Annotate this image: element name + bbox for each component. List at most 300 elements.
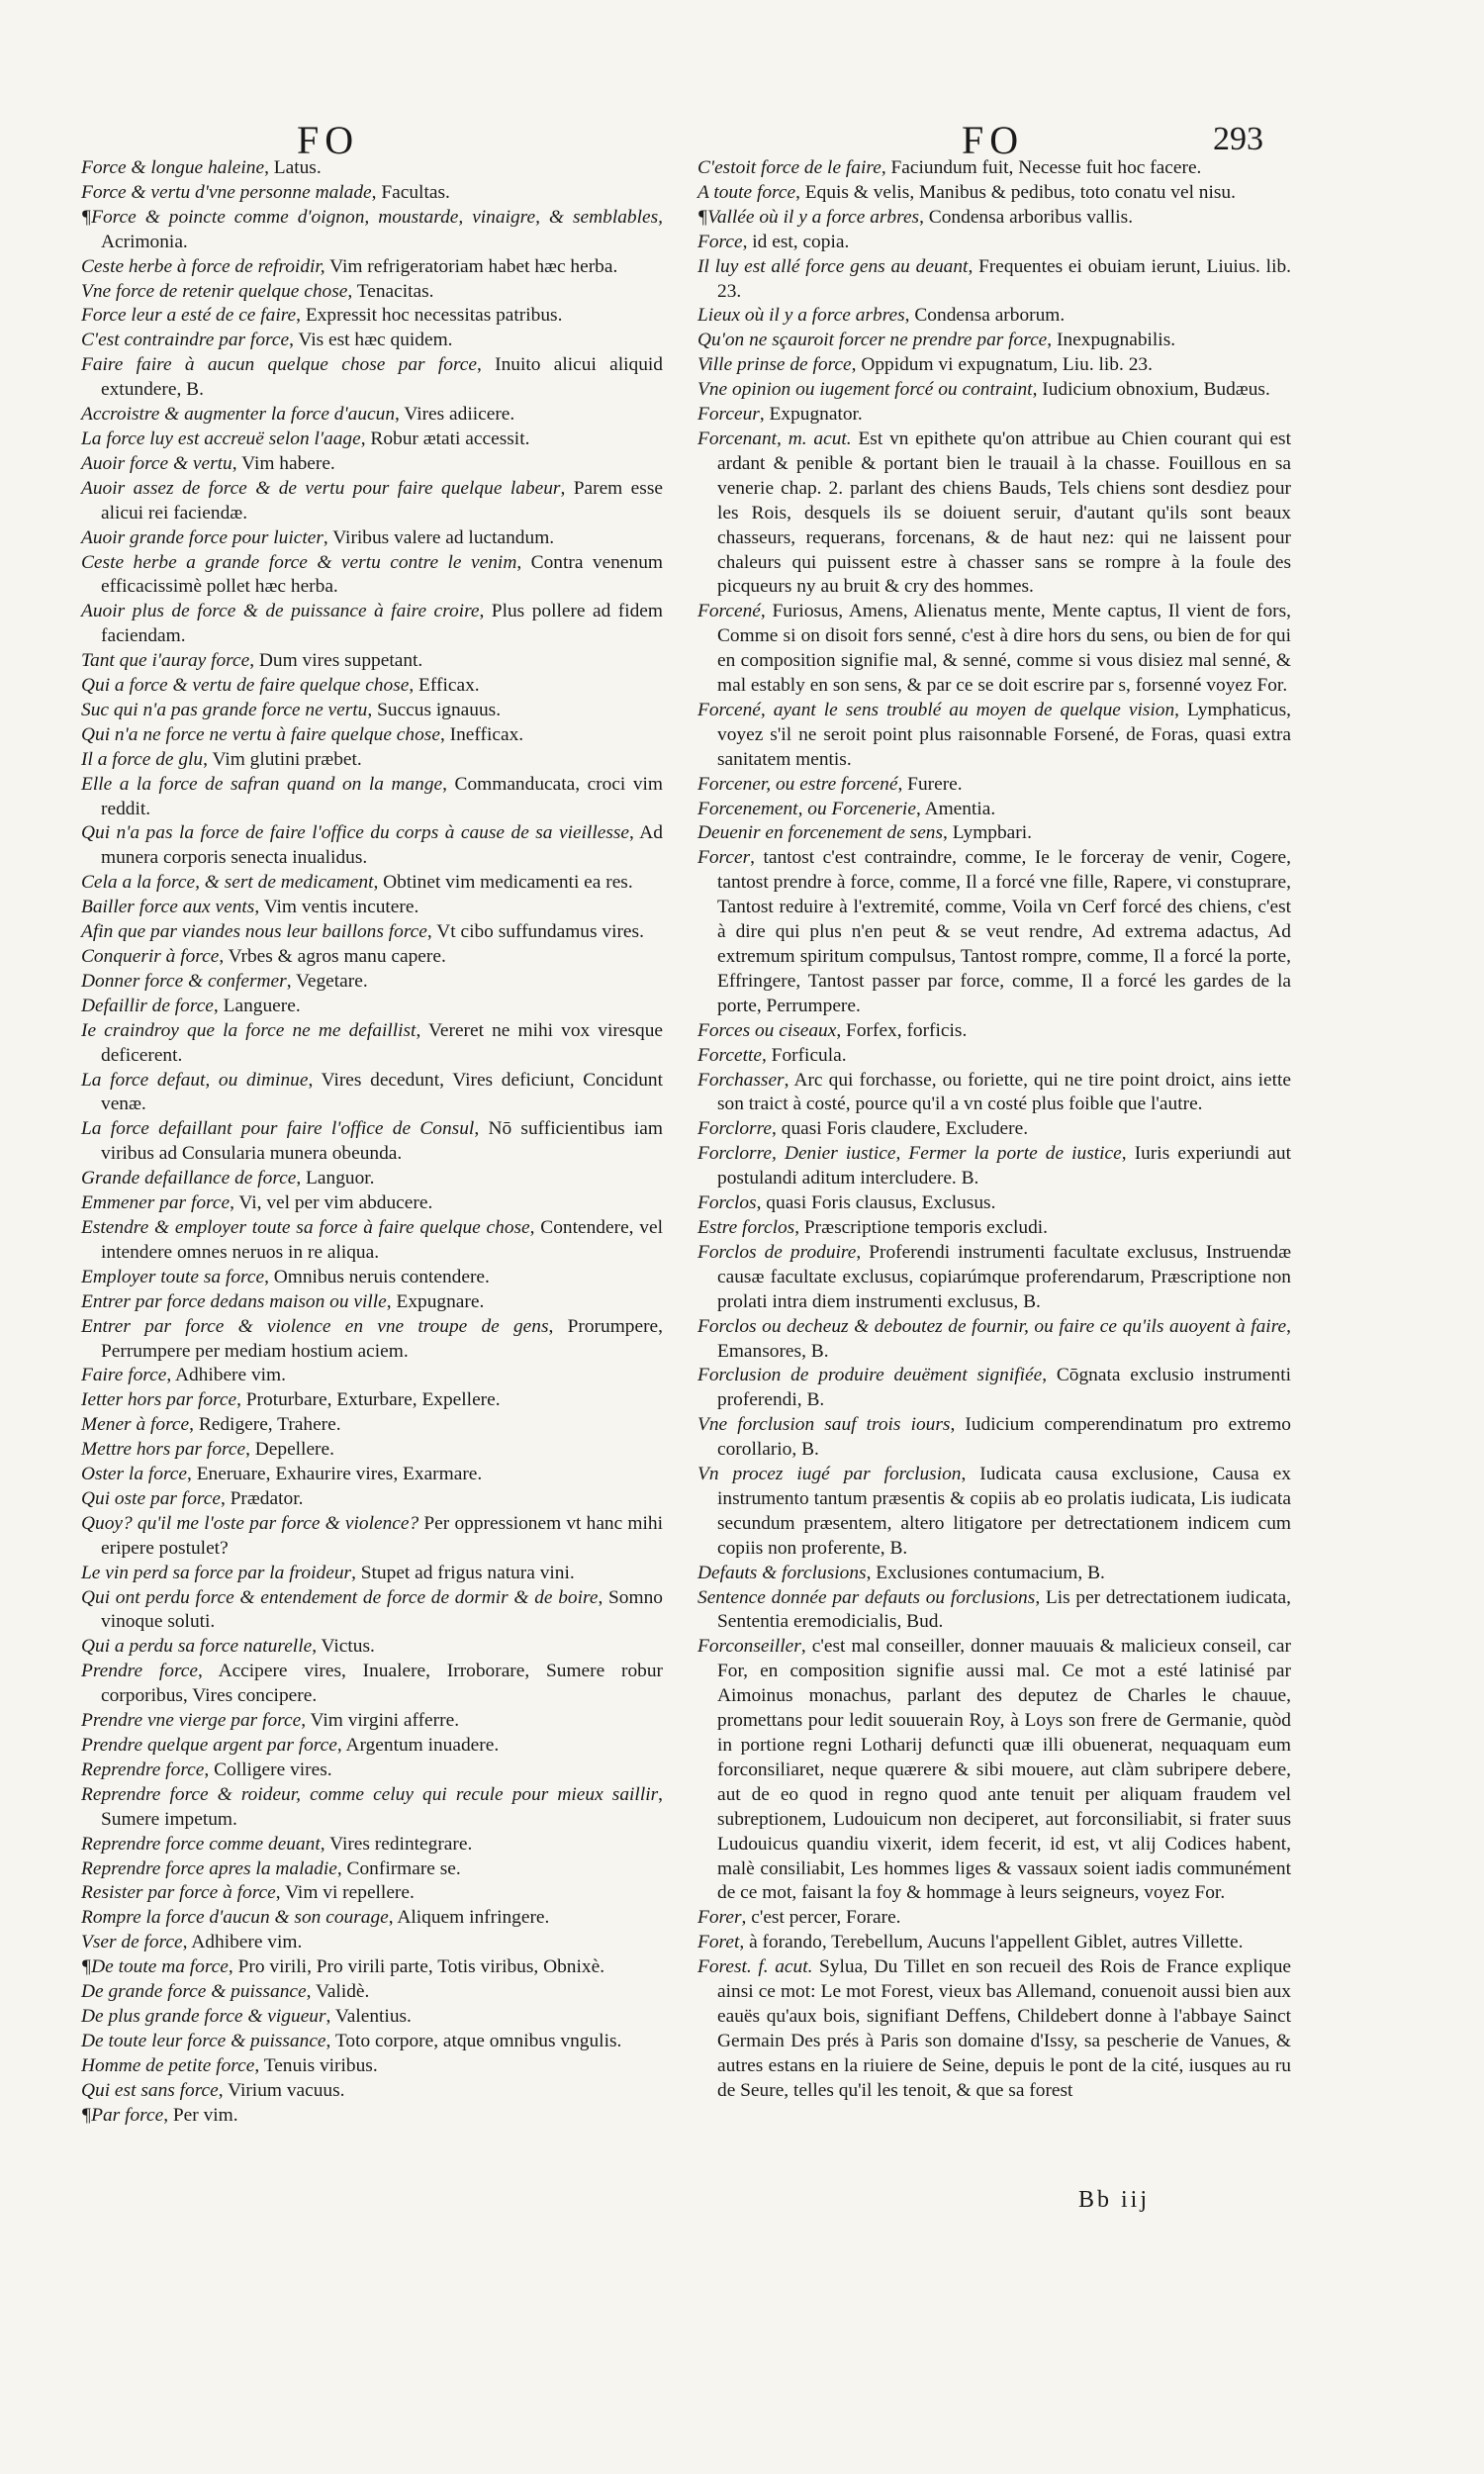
dictionary-entry [81,1315,663,1365]
entry-headword: Ville prinse de force [697,354,852,376]
entry-translation: , Dum vires suppetant. [249,650,423,672]
dictionary-entry [697,231,1291,255]
dictionary-entry [81,970,663,995]
entry-translation: , Argentum inuadere. [336,1735,500,1756]
dictionary-entry [81,1709,663,1734]
dictionary-entry [81,526,663,551]
entry-headword: Forconseiller [697,1636,801,1658]
dictionary-entry [81,995,663,1019]
dictionary-entry [81,1191,663,1216]
entry-translation: , Emansores, B. [717,1315,1291,1362]
entry-translation: , Aliquem infringere. [388,1907,550,1929]
dictionary-entry [81,353,663,403]
entry-translation: , Virium vacuus. [218,2079,345,2101]
entry-translation: , Sumere impetum. [101,1783,663,1830]
entry-headword: Estre forclos [697,1216,795,1238]
dictionary-entry [81,748,663,773]
dictionary-entry [81,821,663,871]
dictionary-entry [81,1266,663,1290]
dictionary-entry [81,1833,663,1857]
entry-headword: Reprendre force [81,1759,205,1780]
dictionary-entry [697,773,1291,798]
dictionary-entry [697,1364,1291,1413]
entry-headword: Cela a la force, & sert de medicament [81,872,374,894]
dictionary-entry [697,1191,1291,1216]
entry-headword: Employer toute sa force [81,1266,265,1287]
dictionary-entry [81,1487,663,1512]
dictionary-entry [697,1635,1291,1906]
entry-headword: A toute force [697,181,796,203]
entry-translation: , Redigere, Trahere. [189,1414,341,1436]
entry-translation: , Furiosus, Amens, Alienatus mente, Mente captus, Il vient de fors, Comme si on disoit fors senné, c'est à dire hors du sens, ou bien de for qui en composition signifie mal, & senné, comme si vous disiez mal senné, & mal estably en son sens, & par ce se doit escrire par s, forsenné voyez For. [717,601,1291,697]
entry-headword: Force & longue haleine [81,157,265,178]
entry-translation: , Amentia. [915,798,996,819]
dictionary-entry [81,2104,663,2129]
entry-headword: Faire faire à aucun quelque chose par force [81,354,478,376]
dictionary-entry [81,1216,663,1266]
dictionary-entry [81,1562,663,1586]
dictionary-entry [81,1512,663,1562]
dictionary-entry [81,1069,663,1118]
dictionary-entry [81,1364,663,1388]
entry-headword: Reprendre force apres la maladie [81,1857,337,1879]
entry-translation: , Vires adiicere. [395,404,515,426]
entry-headword: Bailler force aux vents [81,897,255,918]
entry-translation: , Iudicata causa exclusione, Causa ex instrumento tantum præsentis & copiis ab eo prolatis iudicata, Lis iudicata secundum præsentem, altero litigatore per detrectationem indicem cum copiis non proferente, B. [717,1464,1291,1559]
entry-translation: , Colligere vires. [204,1759,332,1780]
entry-headword: Qui n'a pas la force de faire l'office du corps à cause de sa vieillesse [81,822,630,844]
entry-translation: , Equis & velis, Manibus & pedibus, toto conatu vel nisu. [795,181,1236,203]
dictionary-entry [697,821,1291,846]
entry-headword: Il a force de glu [81,748,204,770]
entry-translation: , Tenuis viribus. [254,2054,378,2076]
entry-headword: Force leur a esté de ce faire [81,305,297,327]
entry-translation: , Adhibere vim. [182,1932,303,1953]
entry-translation: , Plus pollere ad fidem faciendam. [101,601,663,647]
entry-headword: Tant que i'auray force [81,650,250,672]
entry-translation: , Vires redintegrare. [320,1833,473,1855]
entry-headword: Forcenant, m. acut. [697,428,852,449]
dictionary-entry [697,1906,1291,1931]
entry-headword: Foret [697,1932,740,1953]
dictionary-entry [81,181,663,206]
dictionary-entry [81,1931,663,1955]
dictionary-entry [697,156,1291,181]
dictionary-entry [697,1044,1291,1069]
entry-translation: , Latus. [264,157,322,178]
dictionary-entry [81,699,663,723]
entry-headword: Resister par force à force [81,1882,276,1904]
entry-translation: , c'est percer, Forare. [741,1907,901,1929]
entry-translation: , Forficula. [761,1044,847,1066]
entry-headword: Forclusion de produire deuëment signifiée [697,1365,1043,1386]
dictionary-entry [697,1019,1291,1044]
entry-headword: ¶Par force [81,2104,164,2126]
entry-translation: , Vim virgini afferre. [301,1710,460,1732]
running-head-right: FO [962,118,1025,162]
dictionary-entry [81,280,663,305]
entry-translation: , Obtinet vim medicamenti ea res. [373,872,633,894]
entry-headword: Auoir assez de force & de vertu pour faire quelque labeur [81,477,561,499]
entry-translation: , Depellere. [245,1439,334,1461]
entry-headword: Auoir grande force pour luicter [81,526,324,548]
entry-translation: , Vim vi repellere. [275,1882,415,1904]
entry-translation: , Furere. [897,773,963,795]
entry-translation: , Proturbare, Exturbare, Expellere. [236,1389,501,1411]
entry-translation: , Vim glutini præbet. [203,748,362,770]
dictionary-entry [697,353,1291,378]
entry-headword: Oster la force [81,1464,187,1485]
entry-headword: Auoir plus de force & de puissance à faire croire [81,601,480,622]
dictionary-entry [81,723,663,748]
entry-translation: , Omnibus neruis contendere. [264,1266,490,1287]
entry-translation: , Condensa arboribus vallis. [919,206,1134,228]
dictionary-entry [81,2079,663,2104]
running-head-left: FO [297,118,360,162]
dictionary-entry [81,255,663,280]
entry-headword: Forchasser [697,1069,785,1091]
entry-headword: Grande defaillance de force [81,1168,297,1189]
entry-headword: Accroistre & augmenter la force d'aucun [81,404,396,426]
entry-headword: De grande force & puissance [81,1981,307,2003]
entry-translation: , Inefficax. [439,723,524,745]
dictionary-entry [81,452,663,477]
entry-translation: , quasi Foris clausus, Exclusus. [756,1192,996,1214]
entry-translation: , Accipere vires, Inualere, Irroborare, Sumere robur corporibus, Vires concipere. [101,1661,663,1707]
entry-headword: Qui n'a ne force ne vertu à faire quelque chose [81,723,440,745]
dictionary-entry [81,1167,663,1191]
entry-translation: , c'est mal conseiller, donner mauuais & malicieux conseil, car For, en composition signifie aussi mal. Ce mot a esté latinisé par Aimoinus monachus, parlant des deputez de Charles le chauue, promettans pour ledit souuerain Roy, à Loys son frere de Germanie, quòd in portione regni Lotharij defuncti quæ illi obuenerat, nequaquam eum forconsiliaret, neque quærere & sibi mouere, aut clàm subripere debere, aut de eo quod in regno quod ante tenuit per aliquam fraudem vel subreptionem, Ludouicum non deciperet, aut forconsiliabit, si frater suus Ludouicus quandiu vixerit, idem fecerit, id est, vt alij Codices habent, malè consiliabit, Les hommes liges & vassaux soient iadis communément de ce mot, faisant la foy & hommage à leurs seigneurs, voyez For. [717,1636,1291,1904]
entry-headword: Forest. f. acut. [697,1956,813,1978]
entry-translation: , Validè. [306,1981,370,2003]
dictionary-entry [81,600,663,649]
entry-translation: , Iudicium comperendinatum pro extremo corollario, B. [717,1414,1291,1461]
dictionary-entry [81,1388,663,1413]
dictionary-entry [81,920,663,945]
entry-translation: , Efficax. [409,675,480,697]
entry-headword: Forclos ou decheuz & deboutez de fournir, ou faire ce qu'ils auoyent à faire [697,1315,1287,1337]
entry-translation: , quasi Foris claudere, Excludere. [772,1118,1029,1140]
entry-translation: , Tenacitas. [347,280,434,302]
entry-headword: Force & vertu d'vne personne malade [81,181,372,203]
entry-headword: Vne opinion ou iugement forcé ou contraint [697,379,1033,401]
entry-translation: , Lymphaticus, voyez s'il ne seroit point plus raisonnable Forsené, de Foras, quasi extra sanitatem mentis. [717,699,1292,770]
dictionary-entry [81,206,663,255]
entry-headword: Quoy? qu'il me l'oste par force & violence? [81,1512,419,1534]
entry-headword: Mettre hors par force [81,1439,246,1461]
entry-translation: , Nō sufficientibus iam viribus ad Consularia munera obeunda. [101,1118,663,1165]
entry-headword: Forclos de produire [697,1241,857,1263]
entry-headword: Vn procez iugé par forclusion [697,1464,962,1485]
entry-headword: Forcette [697,1044,762,1066]
dictionary-entry [81,1019,663,1069]
entry-headword: De plus grande force & vigueur [81,2005,326,2027]
dictionary-entry [697,255,1291,305]
entry-headword: Elle a la force de safran quand on la mange [81,773,443,795]
entry-headword: Entrer par force & violence en vne troupe de gens [81,1315,549,1337]
entry-headword: Le vin perd sa force par la froideur [81,1562,352,1583]
dictionary-entry [81,1413,663,1438]
entry-headword: Homme de petite force [81,2054,255,2076]
entry-headword: Defauts & forclusions [697,1562,867,1583]
entry-translation: , Inexpugnabilis. [1047,330,1176,351]
entry-headword: Entrer par force dedans maison ou ville [81,1290,387,1312]
dictionary-entry [697,1955,1291,2103]
entry-translation: , Adhibere vim. [166,1365,286,1386]
entry-translation: , Vis est hæc quidem. [289,330,453,351]
entry-headword: Qui oste par force [81,1487,221,1509]
dictionary-entry [697,428,1291,600]
dictionary-entry [81,871,663,896]
dictionary-entry [697,1069,1291,1118]
entry-headword: ¶Force & poincte comme d'oignon, moustarde, vinaigre, & semblables, [81,206,663,228]
dictionary-entry [697,846,1291,1018]
dictionary-entry [81,1660,663,1709]
entry-translation: , Frequentes ei obuiam ierunt, Liuius. lib. 23. [717,255,1291,302]
entry-translation: , Iudicium obnoxium, Budæus. [1032,379,1270,401]
entry-translation: , Vi, vel per vim abducere. [230,1192,433,1214]
dictionary-entry [697,600,1291,699]
entry-headword: Vne forclusion sauf trois iours [697,1414,951,1436]
entry-translation: , Confirmare se. [336,1857,461,1879]
page-number: 293 [1213,121,1263,157]
dictionary-entry [81,1980,663,2005]
entry-headword: Forcené, ayant le sens troublé au moyen de quelque vision [697,699,1175,720]
dictionary-entry [81,1857,663,1882]
dictionary-entry [81,403,663,428]
dictionary-entry [697,403,1291,428]
entry-headword: Emmener par force [81,1192,231,1214]
entry-headword: Ceste herbe à force de refroidir, [81,255,325,277]
dictionary-entry [81,896,663,920]
entry-translation: , Proferendi instrumenti facultate exclusus, Instruendæ causæ facultate exclusus, copiarúmque proferendarum, Præscriptione non prolati intra diem instrumenti exclusus, B. [717,1241,1292,1312]
entry-translation: , Vires decedunt, Vires deficiunt, Concidunt venæ. [101,1069,663,1115]
dictionary-entry [81,2030,663,2054]
dictionary-entry [81,945,663,970]
dictionary-entry [81,477,663,526]
entry-headword: Qu'on ne sçauroit forcer ne prendre par force [697,330,1048,351]
entry-headword: La force luy est accreuë selon l'aage [81,428,361,449]
entry-headword: Il luy est allé force gens au deuant [697,255,969,277]
entry-headword: La force defaut, ou diminue [81,1069,309,1091]
entry-translation: , Iuris experiundi aut postulandi aditum intercludere. B. [717,1143,1291,1189]
entry-translation: , Arc qui forchasse, ou foriette, qui ne tire point droict, ains iette son traict à costé, pource qu'il a vn costé plus foible que l'autre. [717,1069,1291,1115]
entry-translation: , Vt cibo suffundamus vires. [426,921,644,943]
dictionary-entry [697,1241,1291,1315]
entry-translation: Acrimonia. [101,231,188,252]
entry-translation: , Vrbes & agros manu capere. [219,946,446,967]
entry-translation: , Facultas. [371,181,450,203]
entry-headword: Qui ont perdu force & entendement de force de dormir & de boire [81,1586,599,1608]
entry-translation: Vim refrigeratoriam habet hæc herba. [325,255,618,277]
dictionary-entry [697,1413,1291,1463]
dictionary-entry [697,1117,1291,1142]
dictionary-entry [697,304,1291,329]
entry-headword: Vne force de retenir quelque chose [81,280,348,302]
entry-headword: De toute leur force & puissance [81,2030,326,2051]
entry-headword: Forcené [697,601,761,622]
entry-headword: Forer [697,1907,742,1929]
entry-translation: , Prorumpere, Perrumpere per mediam hostium aciem. [101,1315,663,1362]
left-column [81,156,663,2129]
entry-translation: , Somno vinoque soluti. [101,1586,663,1633]
right-column [697,156,1291,2104]
dictionary-entry [697,1315,1291,1365]
entry-headword: Donner force & confermer [81,970,287,992]
entry-headword: Ietter hors par force [81,1389,237,1411]
entry-headword: Force [697,231,743,252]
entry-headword: Estendre & employer toute sa force à faire quelque chose [81,1216,530,1238]
entry-translation: , Vim habere. [232,452,335,474]
entry-headword: Forcer [697,847,751,869]
entry-headword: Afin que par viandes nous leur baillons force [81,921,427,943]
dictionary-entry [697,329,1291,353]
dictionary-entry [81,1117,663,1167]
entry-translation: , Vereret ne mihi vox viresque deficerent. [101,1019,663,1066]
entry-headword: Ceste herbe a grande force & vertu contre le venim [81,551,517,573]
dictionary-entry [81,674,663,699]
entry-translation: , Ad munera corporis senecta inualidus. [101,822,663,869]
dictionary-entry [81,1734,663,1759]
entry-translation: , Languor. [296,1168,375,1189]
entry-headword: Prendre force [81,1661,199,1682]
entry-headword: Prendre vne vierge par force [81,1710,302,1732]
entry-headword: Qui a force & vertu de faire quelque chose [81,675,410,697]
dictionary-entry [81,329,663,353]
entry-translation: , Contra venenum efficacissimè pollet hæc herba. [101,551,663,598]
entry-translation: , Præscriptione temporis excludi. [794,1216,1049,1238]
dictionary-entry [697,1463,1291,1562]
dictionary-entry [81,1438,663,1463]
dictionary-entry [81,1290,663,1315]
entry-headword: Forcener, ou estre forcené [697,773,898,795]
entry-translation: , Toto corpore, atque omnibus vngulis. [325,2030,622,2051]
entry-translation: , Prædator. [220,1487,304,1509]
dictionary-entry [697,1586,1291,1636]
entry-translation: , Robur ætati accessit. [360,428,530,449]
entry-headword: Conquerir à force [81,946,220,967]
entry-translation: , Eneruare, Exhaurire vires, Exarmare. [187,1464,483,1485]
entry-translation: , Viribus valere ad luctandum. [323,526,555,548]
entry-translation: , Expugnare. [386,1290,485,1312]
entry-headword: ¶De toute ma force [81,1956,229,1978]
entry-translation: , Parem esse alicui rei faciendæ. [101,477,663,523]
entry-headword: Sentence donnée par defauts ou forclusions [697,1586,1036,1608]
entry-translation: , Languere. [213,995,301,1016]
entry-headword: Suc qui n'a pas grande force ne vertu [81,699,368,720]
entry-translation: , Expugnator. [759,404,863,426]
dictionary-entry [697,1142,1291,1191]
dictionary-entry [81,1586,663,1636]
dictionary-entry [697,1216,1291,1241]
entry-translation: , Per vim. [163,2104,238,2126]
entry-headword: Ie craindroy que la force ne me defaillist [81,1019,417,1041]
entry-translation: Per oppressionem vt hanc mihi eripere postulet? [101,1512,663,1559]
dictionary-entry [697,1931,1291,1955]
entry-headword: C'estoit force de le faire [697,157,881,178]
entry-headword: Lieux où il y a force arbres [697,305,905,327]
entry-headword: Faire force [81,1365,167,1386]
entry-translation: Est vn epithete qu'on attribue au Chien courant qui est ardant & penible & portant bien le trauail à la chasse. Fouillous en sa venerie chap. 2. parlant des chiens Bauds, Tels chiens sont desdiez pour les Rois, desquels ils se doiuent seruir, d'autant qu'ils sont beaux chasseurs, requerans, forcenans, & de haut nez: qui ne laissent pour chaleurs qui puissent estre à chasser sans se rompre à la foule des picqueurs ny au bruit & cry des hommes. [717,428,1291,598]
dictionary-entry [81,1881,663,1906]
entry-headword: ¶Vallée où il y a force arbres [697,206,920,228]
dictionary-entry [81,428,663,452]
dictionary-entry [81,1463,663,1487]
entry-headword: Forclorre, Denier iustice, Fermer la porte de iustice [697,1143,1122,1165]
dictionary-entry [81,1783,663,1833]
dictionary-entry [81,1759,663,1783]
entry-headword: Prendre quelque argent par force [81,1735,337,1756]
dictionary-entry [81,156,663,181]
entry-headword: Rompre la force d'aucun & son courage [81,1907,389,1929]
entry-headword: Reprendre force comme deuant [81,1833,321,1855]
dictionary-entry [697,1562,1291,1586]
entry-headword: Auoir force & vertu [81,452,232,474]
entry-headword: C'est contraindre par force [81,330,290,351]
dictionary-entry [81,2054,663,2079]
dictionary-entry [697,206,1291,231]
entry-translation: , Vegetare. [286,970,368,992]
dictionary-entry [697,699,1291,773]
entry-translation: , Faciundum fuit, Necesse fuit hoc facere. [881,157,1202,178]
entry-headword: Forcenement, ou Forcenerie [697,798,916,819]
entry-translation: , Condensa arborum. [904,305,1066,327]
dictionary-entry [81,1635,663,1660]
entry-translation: , Expressit hoc necessitas patribus. [296,305,563,327]
entry-translation: , Valentius. [325,2005,412,2027]
entry-translation: , tantost c'est contraindre, comme, Ie le forceray de venir, Cogere, tantost prendre à force, comme, Il a forcé vne fille, Rapere, vi constuprare, Tantost reduire à l'extremité, comme, Voila vn Cerf forcé des chiens, c'est à dire qui plus n'en peut & se veut rendre, Ad extrema adactus, Ad extremum spiritum compulsus, Tantost rompre, comme, Il a forcé la porte, Effringere, Tantost passer par force, comme, Il a forcé les gardes de la porte, Perrumpere. [717,847,1291,1016]
entry-translation: , Commanducata, croci vim reddit. [101,773,663,819]
entry-headword: Qui est sans force [81,2079,219,2101]
entry-headword: Qui a perdu sa force naturelle [81,1636,313,1658]
entry-translation: , id est, copia. [742,231,850,252]
entry-translation: , Lympbari. [943,822,1032,844]
entry-headword: Reprendre force & roideur, comme celuy qui recule pour mieux saillir [81,1783,659,1805]
dictionary-entry [81,2005,663,2030]
entry-translation: , Exclusiones contumacium, B. [866,1562,1105,1583]
entry-headword: Defaillir de force [81,995,214,1016]
entry-translation: , Stupet ad frigus natura vini. [351,1562,575,1583]
entry-translation: , Lis per detrectationem iudicata, Sententia eremodicialis, Bud. [717,1586,1292,1633]
entry-translation: Sylua, Du Tillet en son recueil des Rois de France explique ainsi ce mot: Le mot Forest, vieux bas Allemand, conuenoit aussi bien aux eauës qu'aux bois, signifiant Deffens, Childebert donne à l'abbaye Sainct Germain Des prés à Paris son domaine d'Issy, sa pescherie de Vanues, & autres estans en la riuiere de Seine, depuis le pont de la cité, iusques au ru de Seure, telles qu'il les tenoit, & que sa forest [717,1956,1291,2101]
entry-headword: La force defaillant pour faire l'office de Consul [81,1118,475,1140]
entry-translation: , Contendere, vel intendere omnes neruos in re aliqua. [101,1216,663,1263]
entry-headword: Deuenir en forcenement de sens [697,822,944,844]
dictionary-entry [697,181,1291,206]
entry-translation: , Vim ventis incutere. [254,897,419,918]
entry-translation: , Pro virili, Pro virili parte, Totis viribus, Obnixè. [228,1956,605,1978]
entry-translation: , Oppidum vi expugnatum, Liu. lib. 23. [851,354,1153,376]
dictionary-entry [81,773,663,822]
entry-translation: , Succus ignauus. [367,699,502,720]
entry-translation: , Cōgnata exclusio instrumenti proferendi, B. [717,1365,1291,1411]
entry-headword: Mener à force [81,1414,190,1436]
entry-translation: , à forando, Terebellum, Aucuns l'appellent Giblet, autres Villette. [739,1932,1244,1953]
dictionary-entry [697,378,1291,403]
entry-headword: Forceur [697,404,760,426]
entry-translation: , Forfex, forficis. [836,1019,968,1041]
entry-translation: , Inuito alicui aliquid extundere, B. [101,354,663,401]
dictionary-entry [81,649,663,674]
dictionary-entry [81,304,663,329]
entry-headword: Vser de force [81,1932,183,1953]
dictionary-entry [81,1955,663,1980]
entry-headword: Forces ou ciseaux [697,1019,837,1041]
dictionary-entry [81,551,663,601]
dictionary-entry [81,1906,663,1931]
signature-mark: Bb iij [1078,2187,1151,2213]
entry-headword: Forclos [697,1192,757,1214]
